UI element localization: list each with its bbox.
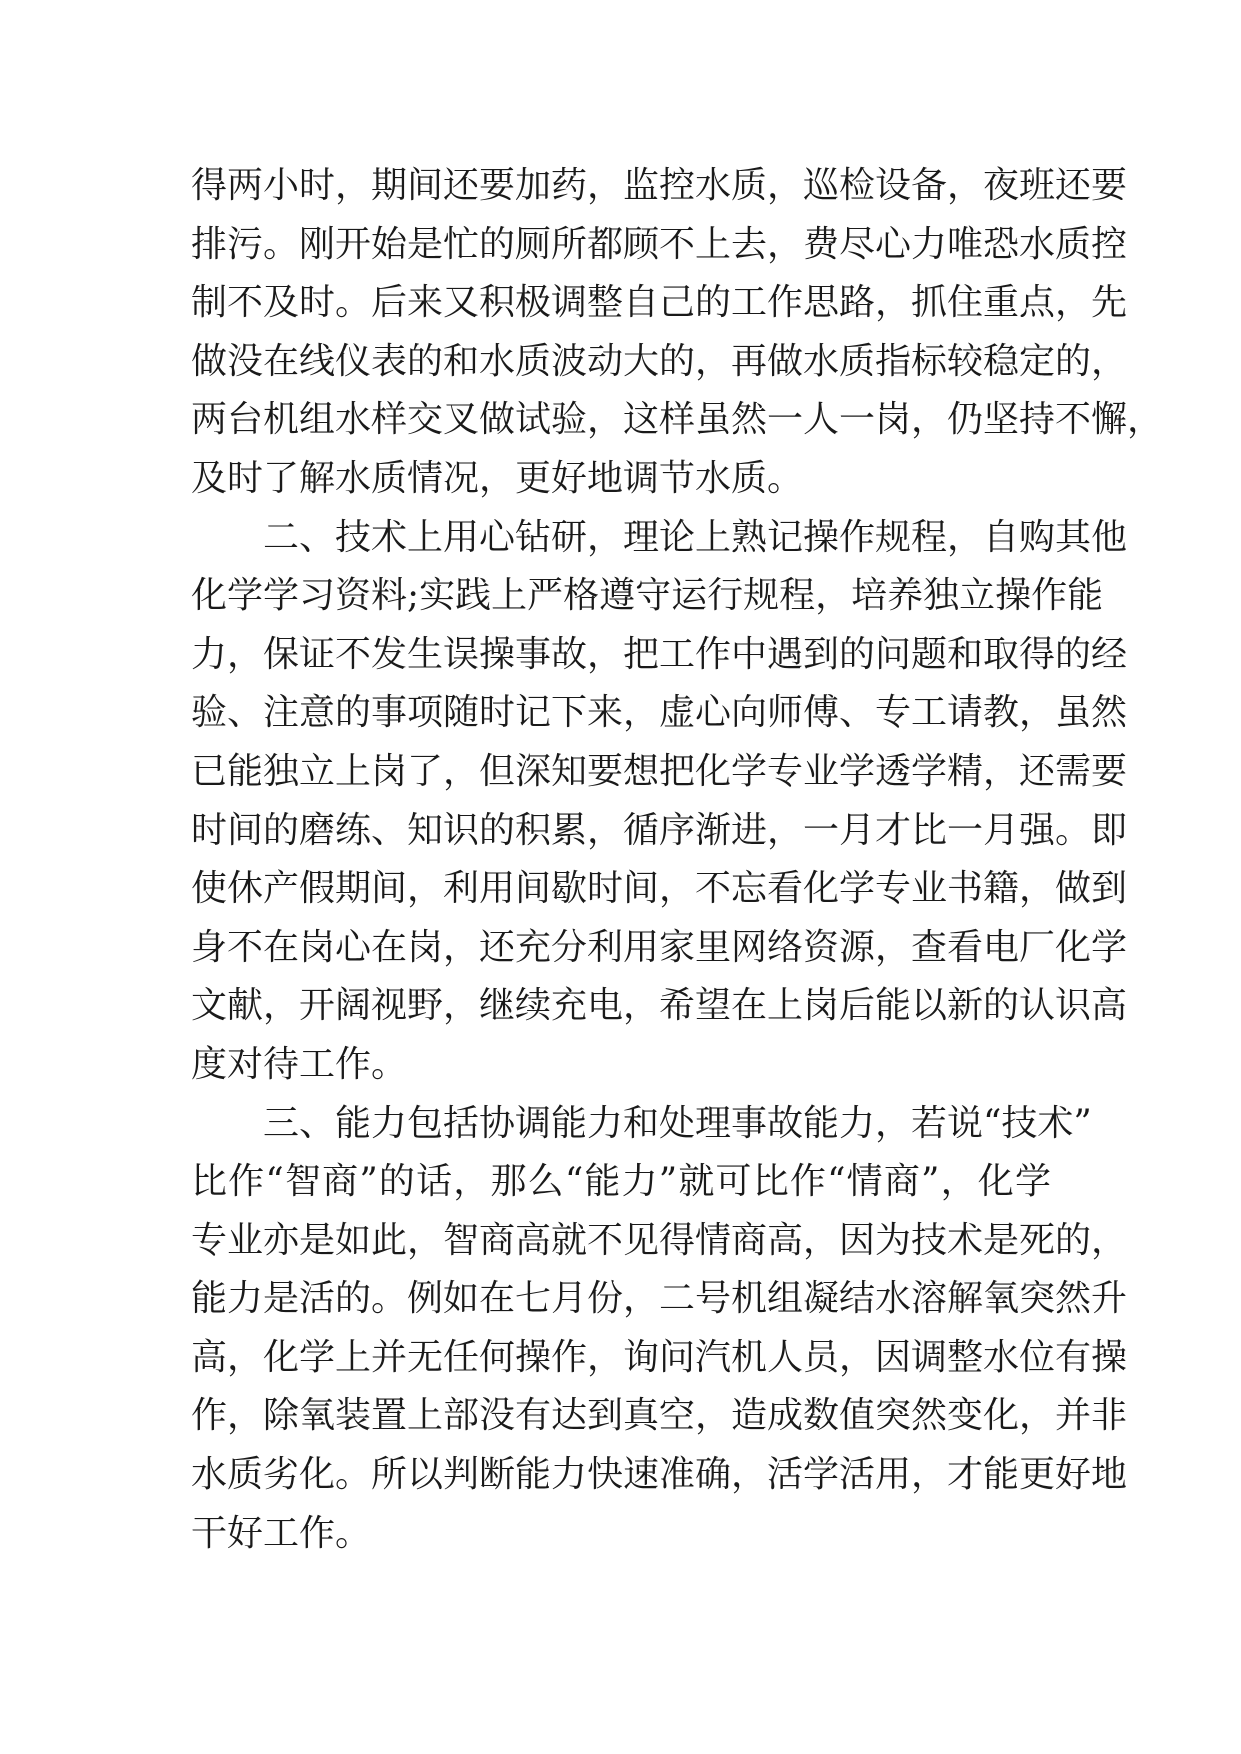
text-line: 得两小时，期间还要加药，监控水质，巡检设备，夜班还要 — [191, 165, 1128, 206]
text-line: 两台机组水样交叉做试验，这样虽然一人一岗，仍坚持不懈， — [191, 399, 1164, 441]
text-line: 文献，开阔视野，继续充电，希望在上岗后能以新的认识高 — [191, 985, 1128, 1027]
text-line: 专业亦是如此，智商高就不见得情商高，因为技术是死的， — [191, 1219, 1128, 1261]
text-line: 验、注意的事项随时记下来，虚心向师傅、专工请教，虽然 — [191, 692, 1128, 734]
text-line: 高，化学上并无任何操作，询问汽机人员，因调整水位有操 — [191, 1336, 1128, 1378]
text-line: 作，除氧装置上部没有达到真空，造成数值突然变化，并非 — [191, 1395, 1128, 1437]
text-line: 做没在线仪表的和水质波动大的，再做水质指标较稳定的， — [191, 340, 1128, 382]
body-text — [191, 157, 1164, 1563]
text-line: 干好工作。 — [191, 1512, 372, 1554]
text-line: 已能独立上岗了，但深知要想把化学专业学透学精，还需要 — [191, 750, 1128, 792]
text-line: 使休产假期间，利用间歇时间，不忘看化学专业书籍，做到 — [191, 868, 1128, 910]
text-line: 力，保证不发生误操事故，把工作中遇到的问题和取得的经 — [191, 633, 1128, 675]
text-line: 二、技术上用心钻研，理论上熟记操作规程，自购其他 — [191, 516, 1128, 558]
text-line: 身不在岗心在岗，还充分利用家里网络资源，查看电厂化学 — [191, 926, 1128, 968]
text-line: 及时了解水质情况，更好地调节水质。 — [191, 457, 804, 499]
text-line: 制不及时。后来又积极调整自己的工作思路，抓住重点，先 — [191, 282, 1128, 324]
text-line: 排污。刚开始是忙的厕所都顾不上去，费尽心力唯恐水质控 — [191, 223, 1128, 265]
text-line: 化学学习资料;实践上严格遵守运行规程，培养独立操作能 — [191, 575, 1104, 617]
text-line: 能力是活的。例如在七月份，二号机组凝结水溶解氧突然升 — [191, 1278, 1128, 1320]
text-line: 三、能力包括协调能力和处理事故能力，若说“技术” — [191, 1102, 1092, 1144]
text-line: 时间的磨练、知识的积累，循序渐进，一月才比一月强。即 — [191, 809, 1128, 851]
text-line: 比作“智商”的话，那么“能力”就可比作“情商”，化学 — [191, 1161, 1051, 1203]
text-line: 度对待工作。 — [191, 1043, 408, 1085]
text-line: 水质劣化。所以判断能力快速准确，活学活用，才能更好地 — [191, 1454, 1128, 1496]
